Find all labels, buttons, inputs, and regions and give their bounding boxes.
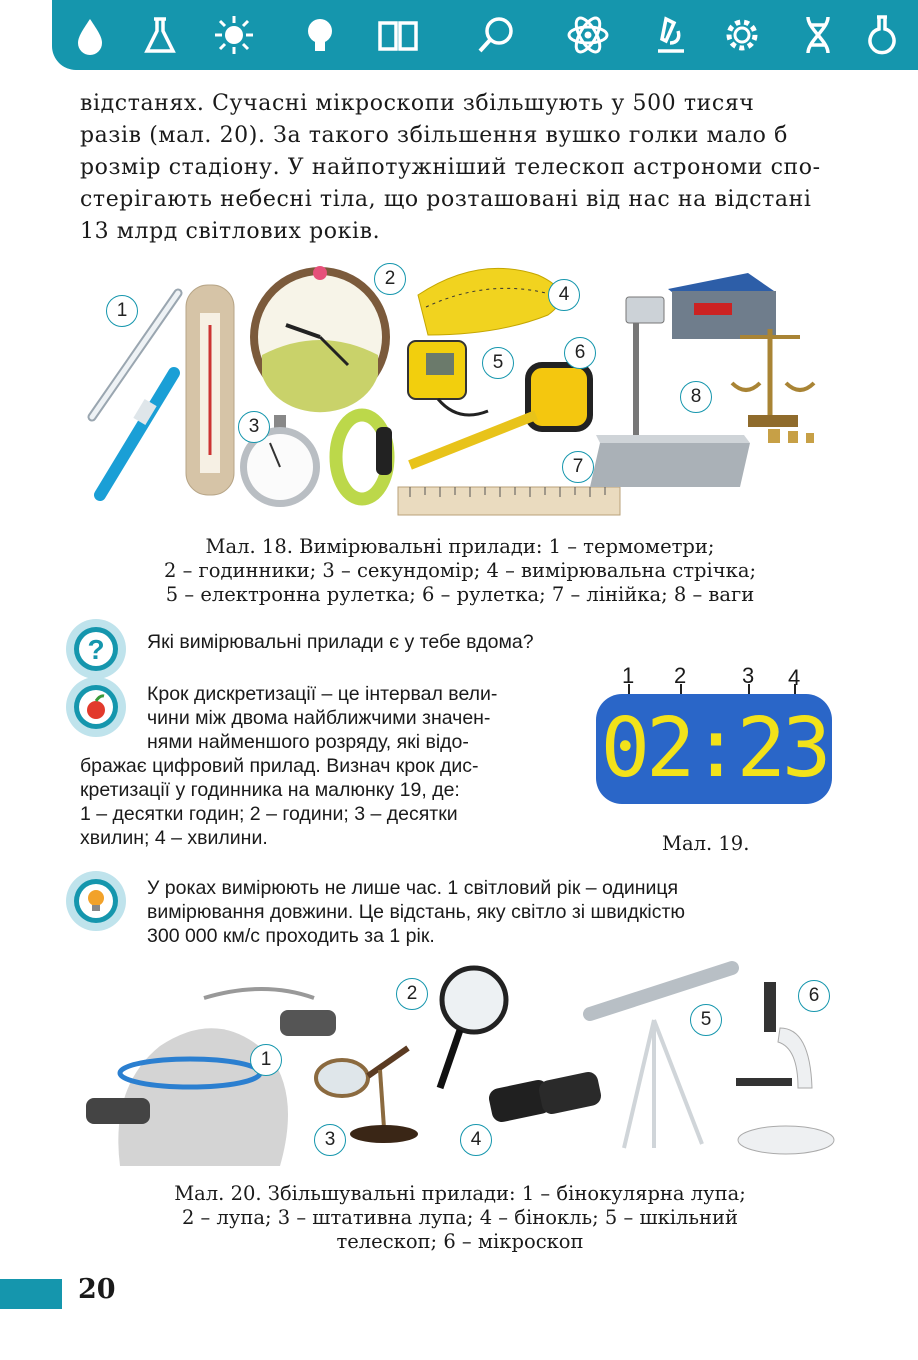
figure-number: 7: [562, 451, 594, 483]
digit-label: 1: [622, 663, 635, 688]
figure-number: 6: [564, 337, 596, 369]
task-line: хвилин; 4 – хвилини.: [80, 827, 268, 849]
electronic-tape-illustration: [408, 341, 488, 415]
question-icon: [65, 618, 127, 680]
task-line: 1 – десятки годин; 2 – години; 3 – десятки: [80, 803, 458, 825]
fitness-band-illustration: [336, 415, 392, 499]
binoculars-illustration: [487, 1070, 603, 1124]
figure-18: [80, 255, 850, 525]
digit-label: 3: [742, 663, 755, 688]
figure-number: 5: [482, 347, 514, 379]
task-line: кретизації у годинника на малюнку 19, де:: [80, 779, 460, 801]
header-bar: [52, 0, 918, 70]
digital-clock-display: 02:23: [596, 694, 832, 804]
page-number-bar: [0, 1279, 62, 1309]
figure-number: 4: [548, 279, 580, 311]
task-line: нями найменшого розряду, які відо-: [147, 731, 469, 753]
figure-number: 1: [106, 295, 138, 327]
round-flask-icon: [860, 13, 904, 57]
fact-line: У роках вимірюють не лише час. 1 світловий рік – одиниця: [147, 877, 679, 899]
microscope-icon: [648, 13, 692, 57]
measuring-tape-illustration: [418, 268, 561, 335]
figure-19: [596, 664, 836, 814]
intro-line: стерігають небесні тіла, що розташовані від нас на відстані: [80, 187, 812, 212]
clock-illustration: [250, 266, 390, 412]
magnifier-icon: [474, 13, 518, 57]
question-text: Які вимірювальні прилади є у тебе вдома?: [147, 631, 534, 653]
svg-text:?: ?: [87, 634, 105, 665]
figure-number: 5: [690, 1004, 722, 1036]
intro-line: розмір стадіону. У найпотужніший телескоп астрономи спо-: [80, 155, 821, 180]
digit-pointer-lines: [596, 684, 836, 694]
figure-number: 3: [314, 1124, 346, 1156]
caption-line: телескоп; 6 – мікроскоп: [336, 1230, 584, 1253]
figure-number: 3: [238, 411, 270, 443]
gear-icon: [720, 13, 764, 57]
intro-line: відстанях. Сучасні мікроскопи збільшують у 500 тисяч: [80, 91, 755, 116]
ruler-illustration: [398, 487, 620, 515]
figure-number: 1: [250, 1044, 282, 1076]
caption-line: 2 – годинники; 3 – секундомір; 4 – вимірювальна стрічка;: [163, 559, 757, 582]
drop-icon: [68, 13, 112, 57]
figure-19-caption: Мал. 19.: [662, 832, 750, 855]
intro-line: 13 млрд світлових років.: [80, 219, 381, 244]
task-line: чини між двома найближчими значен-: [147, 707, 491, 729]
hand-magnifier-illustration: [440, 968, 506, 1088]
figure-number: 6: [798, 980, 830, 1012]
sun-icon: [212, 13, 256, 57]
figure-number: 8: [680, 381, 712, 413]
dna-icon: [796, 13, 840, 57]
caption-line: 5 – електронна рулетка; 6 – рулетка; 7 – лінійка; 8 – ваги: [165, 583, 755, 606]
task-line: Крок дискретизації – це інтервал вели-: [147, 683, 498, 705]
scales-illustration: [590, 273, 814, 487]
fact-line: вимірювання довжини. Це відстань, яку світло зі швидкістю: [147, 901, 686, 923]
flask-icon: [138, 13, 182, 57]
lightbulb-fact-icon: [65, 870, 127, 932]
task-line: бражає цифровий прилад. Визнач крок дис-: [80, 755, 479, 777]
intro-line: разів (мал. 20). За такого збільшення вушко голки мало б: [80, 123, 788, 148]
book-icon: [376, 13, 420, 57]
caption-line: 2 – лупа; 3 – штативна лупа; 4 – бінокль; 5 – шкільний: [181, 1206, 739, 1229]
figure-18-caption: [60, 535, 860, 607]
intro-paragraph: [80, 88, 844, 248]
school-telescope-illustration: [590, 968, 732, 1148]
caption-line: Мал. 18. Вимірювальні прилади: 1 – термометри;: [205, 535, 715, 558]
figure-number: 4: [460, 1124, 492, 1156]
digit-label: 2: [674, 663, 687, 688]
fact-line: 300 000 км/с проходить за 1 рік.: [147, 925, 435, 947]
figure-20-caption: [60, 1182, 860, 1254]
figure-number: 2: [374, 263, 406, 295]
figure-number: 2: [396, 978, 428, 1010]
fact-text: [147, 876, 845, 948]
binocular-loupe-illustration: [86, 989, 336, 1166]
caption-line: Мал. 20. Збільшувальні прилади: 1 – бінокулярна лупа;: [174, 1182, 746, 1205]
figure-20: [80, 958, 850, 1166]
atom-icon: [566, 13, 610, 57]
task-text: [80, 682, 558, 850]
digit-label: 4: [788, 665, 801, 690]
page-number: 20: [78, 1274, 116, 1305]
measuring-instruments-illustration: [80, 255, 850, 525]
lightbulb-icon: [298, 13, 342, 57]
